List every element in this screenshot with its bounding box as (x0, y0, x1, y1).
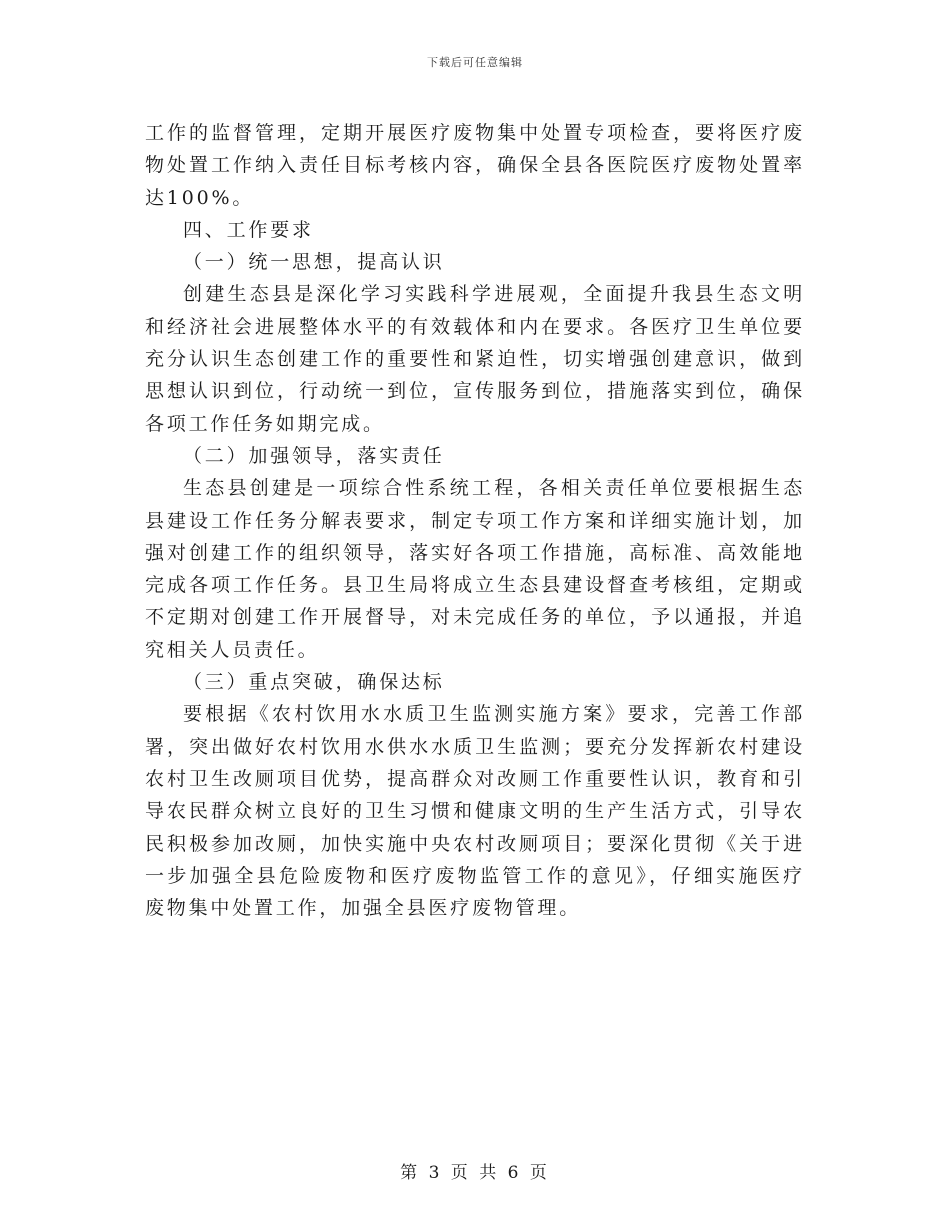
subsection-1-paragraph: 创建生态县是深化学习实践科学进展观，全面提升我县生态文明和经济社会进展整体水平的有效载体和内在要求。各医疗卫生单位要充分认识生态创建工作的重要性和紧迫性，切实增强创建意识，做到思想认识到位，行动统一到位，宣传服务到位，措施落实到位，确保各项工作任务如期完成。 (145, 283, 805, 435)
document-body (145, 117, 805, 924)
subsection-2-paragraph: 生态县创建是一项综合性系统工程，各相关责任单位要根据生态县建设工作任务分解表要求，制定专项工作方案和详细实施计划，加强对创建工作的组织领导，落实好各项工作措施，高标准、高效能地完成各项工作任务。县卫生局将成立生态县建设督查考核组，定期或不定期对创建工作开展督导，对未完成任务的单位，予以通报，并追究相关人员责任。 (145, 477, 805, 661)
subsection-3-paragraph: 要根据《农村饮用水水质卫生监测实施方案》要求，完善工作部署，突出做好农村饮用水供水水质卫生监测；要充分发挥新农村建设农村卫生改厕项目优势，提高群众对改厕工作重要性认识，教育和引导农民群众树立良好的卫生习惯和健康文明的生产生活方式，引导农民积极参加改厕，加快实施中央农村改厕项目；要深化贯彻《关于进一步加强全县危险废物和医疗废物监管工作的意见》，仔细实施医疗废物集中处置工作，加强全县医疗废物管理。 (145, 703, 805, 920)
subsection-heading-3: （三）重点突破，确保达标 (183, 671, 445, 694)
page-header-note: 下载后可任意编辑 (427, 56, 523, 69)
paragraph-continuation: 工作的监督管理，定期开展医疗废物集中处置专项检查，要将医疗废物处置工作纳入责任目标考核内容，确保全县各医院医疗废物处置率达100%。 (145, 122, 805, 209)
subsection-heading-2: （二）加强领导，落实责任 (183, 444, 445, 467)
page-number-footer: 第 3 页 共 6 页 (400, 1163, 550, 1183)
section-heading-work-requirements: 四、工作要求 (183, 218, 314, 241)
subsection-heading-1: （一）统一思想，提高认识 (183, 251, 445, 274)
